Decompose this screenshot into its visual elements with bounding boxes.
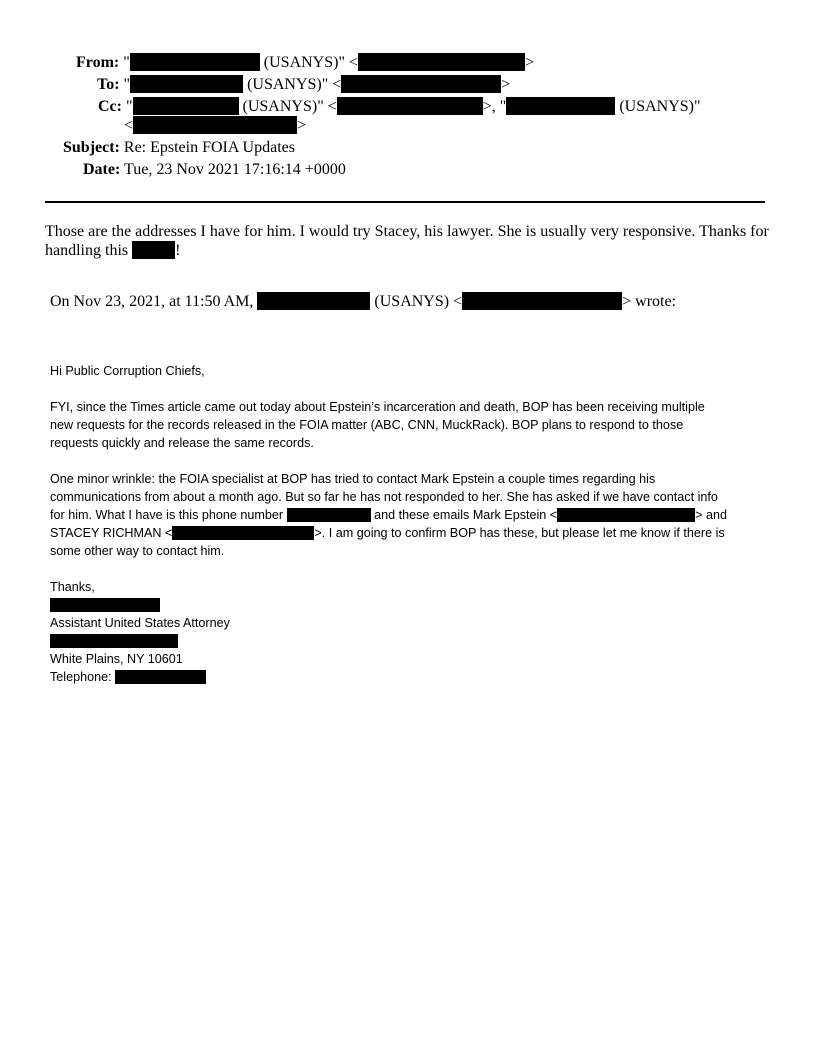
from-org: (USANYS)" < bbox=[263, 54, 359, 71]
header-divider bbox=[45, 201, 765, 203]
closing: Thanks, bbox=[50, 580, 95, 594]
from-close: > bbox=[525, 54, 535, 71]
p2-line-1: One minor wrinkle: the FOIA specialist at BOP has tried to contact Mark Epstein a couple times regarding his bbox=[50, 472, 656, 486]
reply-line-1: Those are the addresses I have for him. I would try Stacey, his lawyer. She is usually very responsive. Thanks for bbox=[45, 223, 769, 240]
to-org: (USANYS)" < bbox=[247, 76, 342, 93]
to-quote: " bbox=[123, 76, 131, 93]
reply-line-2-start: handling this bbox=[45, 242, 129, 259]
redacted-email-mark bbox=[557, 508, 695, 522]
redacted-phone-number bbox=[287, 508, 371, 522]
p2-line-2: communications from about a month ago. But so far he has not responded to her. She has asked if we have contact info bbox=[50, 490, 718, 504]
from-label: From: bbox=[76, 54, 120, 71]
to-row bbox=[97, 75, 510, 95]
subject-row bbox=[63, 138, 295, 158]
redacted-from-email bbox=[358, 53, 525, 71]
redacted-signature-address bbox=[50, 634, 178, 648]
cc-org-2: (USANYS)" bbox=[619, 98, 701, 115]
redacted-from-name bbox=[130, 53, 260, 71]
redacted-signature-name bbox=[50, 598, 160, 612]
to-label: To: bbox=[97, 76, 120, 93]
p1-line-3: requests quickly and release the same records. bbox=[50, 436, 314, 450]
signature-address bbox=[50, 632, 178, 650]
cc-row bbox=[98, 97, 701, 117]
p2-line-3-c: > and bbox=[695, 508, 728, 522]
quoted-intro bbox=[50, 292, 676, 312]
signature-name bbox=[50, 596, 160, 614]
date-row bbox=[83, 160, 346, 180]
p2-line-3-b: and these emails Mark Epstein < bbox=[374, 508, 558, 522]
date-value: Tue, 23 Nov 2021 17:16:14 +0000 bbox=[124, 161, 346, 178]
date-label: Date: bbox=[83, 161, 121, 178]
cc-org-1: (USANYS)" < bbox=[242, 98, 337, 115]
p2-line-4-b: >. I am going to confirm BOP has these, but please let me know if there is bbox=[314, 526, 725, 540]
redacted-signature-phone bbox=[115, 670, 206, 684]
from-row bbox=[76, 53, 534, 73]
reply-body bbox=[45, 222, 773, 260]
redacted-cc-email-2 bbox=[133, 116, 297, 134]
p1-line-1: FYI, since the Times article came out today about Epstein’s incarceration and death, BOP has been receiving multiple bbox=[50, 400, 705, 414]
from-quote: " bbox=[123, 54, 130, 71]
redacted-to-email bbox=[341, 75, 501, 93]
redacted-sender-name bbox=[257, 292, 370, 310]
redacted-reply-name bbox=[132, 241, 175, 259]
quoted-intro-org: (USANYS) < bbox=[374, 293, 463, 310]
p2-line-5: some other way to contact him. bbox=[50, 544, 225, 558]
quoted-intro-end: > wrote: bbox=[622, 293, 677, 310]
p2-line-4 bbox=[50, 524, 725, 542]
subject-label: Subject: bbox=[63, 139, 120, 156]
signature-city: White Plains, NY 10601 bbox=[50, 652, 183, 666]
cc-quote: " bbox=[125, 98, 133, 115]
quoted-intro-start: On Nov 23, 2021, at 11:50 AM, bbox=[50, 293, 254, 310]
signature-phone bbox=[50, 668, 206, 686]
cc-line2-open: < bbox=[124, 117, 134, 134]
p1-line-2: new requests for the records released in the FOIA matter (ABC, CNN, MuckRack). BOP plans to respond to those bbox=[50, 418, 684, 432]
cc-row-2 bbox=[124, 116, 306, 136]
cc-label: Cc: bbox=[98, 98, 122, 115]
redacted-email-stacey bbox=[172, 526, 314, 540]
cc-separator: >, " bbox=[482, 98, 507, 115]
cc-line2-close: > bbox=[297, 117, 307, 134]
redacted-to-name bbox=[130, 75, 243, 93]
greeting: Hi Public Corruption Chiefs, bbox=[50, 364, 205, 378]
redacted-cc-name-2 bbox=[506, 97, 615, 115]
to-close: > bbox=[501, 76, 511, 93]
signature-title: Assistant United States Attorney bbox=[50, 616, 230, 630]
redacted-sender-email bbox=[462, 292, 622, 310]
redacted-cc-email-1 bbox=[337, 97, 483, 115]
subject-value: Re: Epstein FOIA Updates bbox=[123, 139, 295, 156]
p2-line-3 bbox=[50, 506, 727, 524]
reply-line-2-end: ! bbox=[175, 242, 181, 259]
redacted-cc-name-1 bbox=[133, 97, 239, 115]
signature-phone-label: Telephone: bbox=[50, 670, 112, 684]
p2-line-3-a: for him. What I have is this phone number bbox=[50, 508, 284, 522]
reply-line-2 bbox=[45, 241, 773, 260]
p2-line-4-a: STACEY RICHMAN < bbox=[50, 526, 173, 540]
